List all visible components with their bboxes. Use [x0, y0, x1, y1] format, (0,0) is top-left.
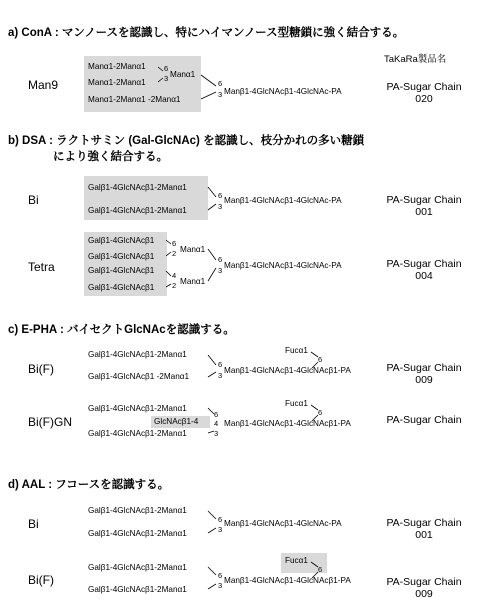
linkage-number: 3 [218, 266, 223, 275]
section-d-title: d) AAL : フコースを認識する。 [8, 479, 170, 491]
row-label-bif: Bi(F) [28, 362, 54, 376]
connector-line [208, 204, 216, 210]
linkage-number: 6 [218, 255, 223, 264]
branch-text: Galβ1-4GlcNAcβ1-2Manα1 [88, 183, 187, 192]
connector-line [208, 268, 216, 281]
product-number: 001 [415, 206, 433, 218]
linkage-number: 6 [218, 515, 223, 524]
connector-line [312, 362, 318, 368]
branch-text: Manα1-2Manα1 -2Manα1 [88, 95, 181, 104]
connector-line [166, 252, 171, 256]
connector-line [201, 75, 216, 86]
takara-header: TaKaRa製品名 [384, 54, 447, 65]
branch-text: Galβ1-4GlcNAcβ1 [88, 252, 155, 261]
product-name: PA-Sugar Chain [386, 576, 462, 588]
row-label-bi-aal: Bi [28, 517, 39, 531]
core-chain-text: Manβ1-4GlcNAcβ1-4GlcNAc-PA [224, 196, 342, 205]
branch-text: Galβ1-4GlcNAcβ1-2Manα1 [88, 429, 187, 438]
connector-line [208, 431, 214, 433]
fucose-text: Fucα1 [285, 556, 308, 565]
linkage-number: 6 [218, 571, 223, 580]
linkage-number: 4 [172, 271, 177, 280]
connector-line [208, 187, 216, 197]
linkage-number: 6 [218, 79, 223, 88]
branch-text: Manα1 [180, 245, 206, 254]
connector-line [208, 528, 216, 533]
row-label-bif-aal: Bi(F) [28, 573, 54, 587]
row-label-bifgn: Bi(F)GN [28, 415, 72, 429]
connector-line [208, 567, 216, 575]
core-chain-text: Manβ1-4GlcNAcβ1-4GlcNAcβ1-PA [224, 419, 351, 428]
row-label-man9: Man9 [28, 78, 59, 92]
connector-line [312, 415, 318, 421]
section-b-title-line2: により強く結合する。 [53, 151, 168, 163]
linkage-number: 2 [172, 249, 177, 258]
bisect-text: GlcNAcβ1-4 [154, 417, 199, 426]
linkage-number: 6 [214, 410, 219, 419]
product-number: 009 [415, 374, 433, 386]
fucose-text: Fucα1 [285, 399, 308, 408]
product-number: 001 [415, 529, 433, 541]
linkage-number: 3 [218, 581, 223, 590]
product-name: PA-Sugar Chain [386, 194, 462, 206]
branch-text: Manα1-2Manα1 [88, 78, 146, 87]
product-name: PA-Sugar Chain [386, 517, 462, 529]
row-label-bi: Bi [28, 193, 39, 207]
branch-text: Galβ1-4GlcNAcβ1 -2Manα1 [88, 372, 190, 381]
linkage-number: 6 [164, 64, 169, 73]
linkage-number: 6 [318, 408, 323, 417]
branch-text: Manα1 [170, 70, 196, 79]
branch-text: Galβ1-4GlcNAcβ1-2Manα1 [88, 529, 187, 538]
product-name: PA-Sugar Chain [386, 81, 462, 93]
core-chain-text: Manβ1-4GlcNAcβ1-4GlcNAc-PA [224, 87, 342, 96]
branch-text: Galβ1-4GlcNAcβ1 [88, 236, 155, 245]
connector-line [208, 372, 216, 377]
product-name: PA-Sugar Chain [386, 414, 462, 426]
branch-text: Manα1-2Manα1 [88, 62, 146, 71]
connector-line [312, 572, 318, 578]
product-name: PA-Sugar Chain [386, 258, 462, 270]
linkage-number: 6 [318, 565, 323, 574]
linkage-number: 6 [172, 239, 177, 248]
linkage-number: 6 [218, 191, 223, 200]
branch-text: Galβ1-4GlcNAcβ1-2Manα1 [88, 404, 187, 413]
linkage-number: 3 [214, 429, 219, 438]
core-chain-text: Manβ1-4GlcNAcβ1-4GlcNAcβ1-PA [224, 366, 351, 375]
linkage-number: 3 [218, 202, 223, 211]
connector-line [311, 562, 318, 567]
product-number: 004 [415, 270, 433, 282]
linkage-number: 3 [164, 74, 169, 83]
linkage-number: 3 [218, 90, 223, 99]
branch-text: Galβ1-4GlcNAcβ1-2Manα1 [88, 350, 187, 359]
fucose-text: Fucα1 [285, 346, 308, 355]
row-label-tetra: Tetra [28, 260, 55, 274]
product-number: 020 [415, 93, 433, 105]
branch-text: Manα1 [180, 277, 206, 286]
connector-line [208, 249, 216, 260]
branch-text: Galβ1-4GlcNAcβ1-2Manα1 [88, 206, 187, 215]
linkage-number: 3 [218, 371, 223, 380]
section-b-title-line1: b) DSA : ラクトサミン (Gal-GlcNAc) を認識し、枝分かれの多い糖鎖 [8, 135, 365, 147]
linkage-number: 6 [318, 355, 323, 364]
connector-line [166, 240, 171, 244]
section-c-title: c) E-PHA : バイセクトGlcNAcを認識する。 [8, 324, 235, 336]
linkage-number: 3 [218, 525, 223, 534]
connector-line [166, 271, 171, 276]
branch-text: Galβ1-4GlcNAcβ1-2Manα1 [88, 563, 187, 572]
connector-line [208, 355, 216, 365]
connector-line [201, 92, 216, 99]
section-a-title: a) ConA : マンノースを認識し、特にハイマンノース型糖鎖に強く結合する。 [8, 27, 405, 39]
connector-line [158, 67, 163, 71]
connector-line [311, 405, 318, 410]
linkage-number: 4 [214, 419, 219, 428]
linkage-number: 2 [172, 281, 177, 290]
connector-line [311, 352, 318, 357]
branch-text: Galβ1-4GlcNAcβ1-2Manα1 [88, 585, 187, 594]
connector-line [208, 584, 216, 589]
linkage-number: 6 [218, 360, 223, 369]
connector-line [208, 408, 214, 414]
branch-text: Galβ1-4GlcNAcβ1 [88, 283, 155, 292]
branch-text: Galβ1-4GlcNAcβ1 [88, 266, 155, 275]
branch-text: Galβ1-4GlcNAcβ1-2Manα1 [88, 506, 187, 515]
core-chain-text: Manβ1-4GlcNAcβ1-4GlcNAc-PA [224, 519, 342, 528]
connector-line [158, 78, 163, 82]
connector-line [166, 284, 171, 287]
product-name: PA-Sugar Chain [386, 362, 462, 374]
connector-line [208, 511, 216, 519]
core-chain-text: Manβ1-4GlcNAcβ1-4GlcNAc-PA [224, 261, 342, 270]
product-number: 009 [415, 588, 433, 600]
core-chain-text: Manβ1-4GlcNAcβ1-4GlcNAcβ1-PA [224, 576, 351, 585]
